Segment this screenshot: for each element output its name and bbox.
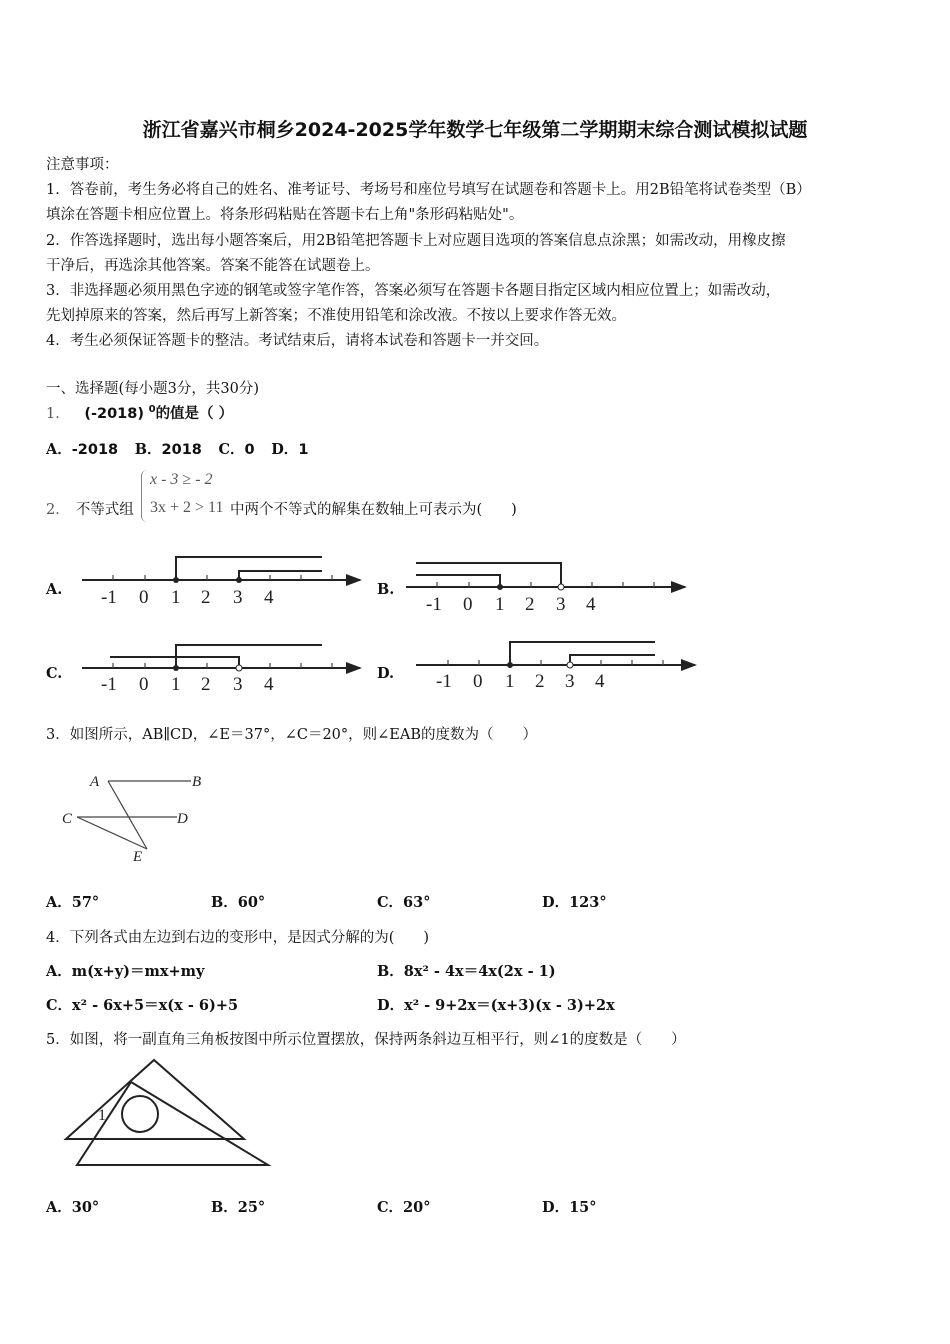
option: B．8x² - 4x＝4x(2x - 1) — [377, 963, 556, 980]
option-label: C． — [218, 441, 245, 458]
q3-figure — [62, 774, 201, 865]
notice-line: 2．作答选择题时，选出每小题答案后，用2B铅笔把答题卡上对应题目选项的答案信息点涂黑；如需改动，用橡皮擦 — [46, 233, 786, 249]
q-num: 1． — [46, 406, 70, 422]
point-label: E — [133, 849, 143, 865]
inequality-1: x - 3 ≥ - 2 — [150, 471, 213, 488]
tick-label: 2 — [525, 594, 535, 615]
q5-figure — [66, 1060, 268, 1165]
option: C．20° — [377, 1199, 431, 1216]
option-label: C. — [46, 665, 63, 682]
notice-line: 1．答卷前，考生务必将自己的姓名、准考证号、考场号和座位号填写在试题卷和答题卡上。用2B铅笔将试卷类型（B） — [46, 182, 811, 198]
option-value: 1 — [298, 442, 309, 458]
tick-label: 0 — [139, 674, 149, 695]
question-4: 4．下列各式由左边到右边的变形中，是因式分解的为( ) — [46, 930, 430, 946]
option: C．x² - 6x+5＝x(x - 6)+5 — [46, 997, 239, 1014]
q-num: 2． — [46, 502, 70, 518]
option: D．15° — [542, 1199, 597, 1216]
point-label: B — [192, 774, 202, 790]
tick-label: 3 — [556, 594, 566, 615]
number-line-a — [82, 557, 360, 608]
number-line-b — [406, 563, 685, 615]
option: D．123° — [542, 894, 607, 911]
number-line-d — [416, 642, 695, 692]
tick-label: 4 — [264, 674, 274, 695]
tick-label: 0 — [463, 594, 473, 615]
tick-label: 4 — [595, 671, 605, 692]
tick-label: 2 — [201, 587, 211, 608]
tick-label: 1 — [505, 671, 515, 692]
tick-label: 2 — [535, 671, 545, 692]
notice-line: 先划掉原来的答案，然后再写上新答案；不准使用铅笔和涂改液。不按以上要求作答无效。 — [46, 308, 626, 324]
tick-label: -1 — [436, 671, 452, 692]
point-label: D — [177, 811, 188, 827]
option-value: 0 — [244, 442, 255, 458]
notice-line: 4．考生必须保证答题卡的整洁。考试结束后，请将本试卷和答题卡一并交回。 — [46, 333, 549, 349]
tick-label: 4 — [264, 587, 274, 608]
notice-line: 干净后，再选涂其他答案。答案不能答在试题卷上。 — [46, 258, 380, 274]
tick-label: 1 — [171, 587, 181, 608]
tick-label: -1 — [101, 674, 117, 695]
page-title: 浙江省嘉兴市桐乡2024-2025学年数学七年级第二学期期末综合测试模拟试题 — [142, 119, 808, 141]
option: B．25° — [211, 1199, 266, 1216]
notice-line: 填涂在答题卡相应位置上。将条形码粘贴在答题卡右上角"条形码粘贴处"。 — [46, 207, 524, 223]
option: D．x² - 9+2x＝(x+3)(x - 3)+2x — [377, 997, 615, 1014]
angle-label: 1 — [98, 1107, 106, 1124]
inequality-2: 3x + 2 > 11 — [150, 499, 224, 516]
tick-label: 3 — [233, 674, 243, 695]
option: A．57° — [46, 894, 100, 911]
option-label: B. — [377, 581, 395, 598]
option: A．30° — [46, 1199, 100, 1216]
tick-label: 1 — [495, 594, 505, 615]
option-label: A． — [46, 441, 72, 458]
option-label: B． — [134, 441, 162, 458]
option-label: D． — [271, 441, 299, 458]
question-5: 5．如图，将一副直角三角板按图中所示位置摆放，保持两条斜边互相平行，则∠1的度数是（ ） — [46, 1032, 686, 1048]
tick-label: 0 — [139, 587, 149, 608]
point-label: C — [62, 811, 73, 827]
q-exp: 0 — [148, 404, 156, 416]
section-heading: 一、选择题(每小题3分，共30分) — [46, 381, 259, 397]
tick-label: 2 — [201, 674, 211, 695]
option-label: D. — [377, 665, 395, 682]
q2-tail: 中两个不等式的解集在数轴上可表示为( ) — [230, 502, 517, 518]
number-line-c — [82, 645, 360, 695]
tick-label: 1 — [171, 674, 181, 695]
tick-label: 3 — [233, 587, 243, 608]
option: A．m(x+y)＝mx+my — [46, 963, 205, 980]
tick-label: -1 — [101, 587, 117, 608]
point-label: A — [90, 774, 100, 790]
option-value: -2018 — [71, 442, 119, 458]
q-stem: (-2018) — [84, 406, 144, 422]
q-stem: 不等式组 — [75, 502, 134, 518]
tick-label: 0 — [473, 671, 483, 692]
option: C．63° — [377, 894, 431, 911]
option-value: 2018 — [161, 442, 202, 458]
tick-label: 3 — [565, 671, 575, 692]
option-label: A. — [46, 581, 63, 598]
option: B．60° — [211, 894, 266, 911]
notice-heading: 注意事项： — [46, 157, 119, 173]
notice-line: 3．非选择题必须用黑色字迹的钢笔或签字笔作答，答案必须写在答题卡各题目指定区域内相应位置上；如需改动， — [46, 283, 781, 299]
q-tail: 的值是（ ） — [155, 405, 234, 422]
question-3: 3．如图所示，AB∥CD，∠E＝37°，∠C＝20°，则∠EAB的度数为（ ） — [46, 727, 538, 743]
tick-label: 4 — [586, 594, 596, 615]
tick-label: -1 — [426, 594, 442, 615]
